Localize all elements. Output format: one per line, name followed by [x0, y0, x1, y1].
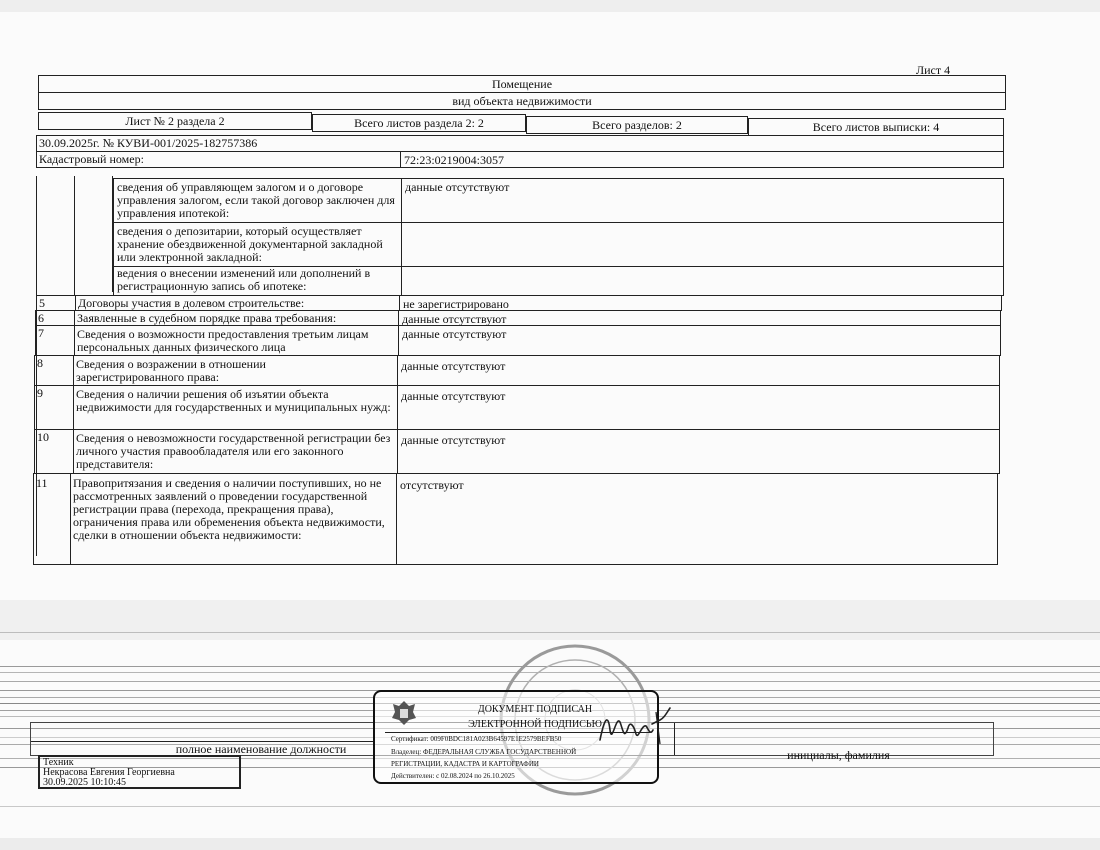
row-value: данные отсутствуют	[402, 312, 507, 326]
doc-reference: 30.09.2025г. № КУВИ-001/2025-182757386	[39, 136, 258, 150]
row-divider	[75, 296, 76, 310]
official-name: Некрасова Евгения Георгиевна	[43, 767, 175, 778]
position-caption: полное наименование должности	[175, 742, 347, 756]
object-type: вид объекта недвижимости	[452, 94, 592, 108]
cadastral-divider	[400, 152, 401, 167]
row-label: Сведения о наличии решения об изъятии объекта недвижимости для государственных и муниципальных нужд:	[76, 387, 391, 414]
scan-edge-bottom	[0, 838, 1100, 850]
official-title: Техник	[43, 757, 74, 768]
total-sheets-extract: Всего листов выписки: 4	[812, 120, 940, 134]
scan-band	[0, 600, 1100, 640]
sub-row-label: сведения об управляющем залогом и о договоре управления залогом, если такой договор заключен для управления ипотекой:	[117, 180, 395, 220]
sheet-number: Лист 4	[916, 63, 951, 77]
row-label: Правопритязания и сведения о наличии поступивших, но не рассмотренных заявлений о проведении государственной регистрации права (перехода, прекращения права), ограничения права или обременения объекта недвижимости, сделки в отношении объекта недвижимости:	[73, 476, 385, 542]
table-row	[113, 178, 1004, 223]
row-divider	[398, 326, 399, 355]
table-row	[34, 429, 1000, 474]
row-divider	[401, 267, 402, 295]
row-divider	[74, 326, 75, 355]
scan-line	[0, 632, 1100, 633]
row-divider	[73, 356, 74, 385]
row-value: не зарегистрировано	[403, 297, 509, 311]
official-info-box	[38, 755, 241, 789]
row-number: 6	[38, 311, 44, 325]
row-label: Договоры участия в долевом строительстве:	[78, 296, 305, 310]
row-value: данные отсутствуют	[401, 359, 506, 373]
stamp-certificate: Сертификат: 009F0BDC181A023B64597E1E2579BEFB50	[391, 735, 562, 743]
object-type-box	[38, 92, 1006, 110]
row-divider	[399, 296, 400, 310]
row-divider	[401, 223, 402, 266]
table-row	[34, 385, 1000, 430]
initials-caption: инициалы, фамилия	[787, 748, 890, 762]
row-label: Сведения о невозможности государственной регистрации без личного участия правообладателя или его законного представителя:	[76, 431, 391, 471]
table-row	[113, 222, 1004, 267]
table-row	[35, 310, 1001, 326]
row-divider	[397, 430, 398, 473]
row-number: 7	[38, 326, 44, 340]
row-number: 5	[39, 296, 45, 310]
object-title: Помещение	[491, 77, 553, 91]
scan-edge-top	[0, 0, 1100, 12]
scan-line	[0, 806, 1100, 807]
total-sheets-section: Всего листов раздела 2: 2	[354, 116, 484, 130]
table-row	[33, 473, 998, 565]
handwritten-signature-icon	[590, 700, 680, 755]
table-row	[36, 295, 1002, 311]
row-divider	[73, 430, 74, 473]
row-divider	[70, 474, 71, 564]
total-sections: Всего разделов: 2	[592, 118, 682, 132]
row-divider	[74, 311, 75, 325]
total-sheets-extract-box	[748, 118, 1004, 136]
row-number: 9	[37, 386, 43, 400]
row-label: Заявленные в судебном порядке права требования:	[77, 311, 337, 325]
stamp-line1: ДОКУМЕНТ ПОДПИСАН	[477, 704, 593, 715]
row-value: данные отсутствуют	[401, 389, 506, 403]
row-divider	[401, 179, 402, 222]
stamp-validity: Действителен: с 02.08.2024 по 26.10.2025	[391, 772, 515, 780]
table-row	[113, 266, 1004, 296]
sheet-section: Лист № 2 раздела 2	[125, 114, 225, 128]
row-number: 8	[37, 356, 43, 370]
table-row	[35, 325, 1001, 356]
row-value: данные отсутствуют	[402, 327, 507, 341]
object-title-box	[38, 75, 1006, 93]
row-value: данные отсутствуют	[401, 433, 506, 447]
sub-row-label: сведения о депозитарии, который осуществляет хранение обездвиженной документарной закладной или электронной закладной:	[117, 224, 383, 264]
table-num-divider-top	[74, 176, 75, 296]
cadastral-label: Кадастровый номер:	[39, 152, 144, 166]
row-divider	[397, 386, 398, 429]
row-divider	[396, 474, 397, 564]
sheet-section-box	[38, 112, 312, 130]
cadastral-value: 72:23:0219004:3057	[404, 153, 505, 167]
official-datetime: 30.09.2025 10:10:45	[43, 777, 127, 788]
total-sections-box	[526, 116, 748, 134]
row-number: 11	[36, 476, 48, 490]
row-label: Сведения о возможности предоставления третьим лицам персональных данных физического лица	[77, 327, 369, 354]
row-value: отсутствуют	[400, 478, 464, 492]
sub-row-value: данные отсутствуют	[405, 180, 510, 194]
stamp-owner-line2: РЕГИСТРАЦИИ, КАДАСТРА И КАРТОГРАФИИ	[391, 760, 539, 768]
total-sheets-section-box	[312, 114, 526, 132]
row-divider	[73, 386, 74, 429]
stamp-line2: ЭЛЕКТРОННОЙ ПОДПИСЬЮ	[468, 719, 602, 730]
row-divider	[398, 311, 399, 325]
row-divider	[397, 356, 398, 385]
row-number: 10	[37, 430, 49, 444]
row-label: Сведения о возражении в отношении зарегистрированного права:	[76, 357, 266, 384]
cadastral-row	[36, 151, 1004, 168]
table-row	[34, 355, 1000, 386]
sub-row-label: ведения о внесении изменений или дополнений в регистрационную запись об ипотеке:	[117, 266, 371, 293]
doc-ref-box	[36, 135, 1004, 152]
stamp-owner-line1: Владелец: ФЕДЕРАЛЬНАЯ СЛУЖБА ГОСУДАРСТВЕННОЙ	[391, 748, 577, 756]
